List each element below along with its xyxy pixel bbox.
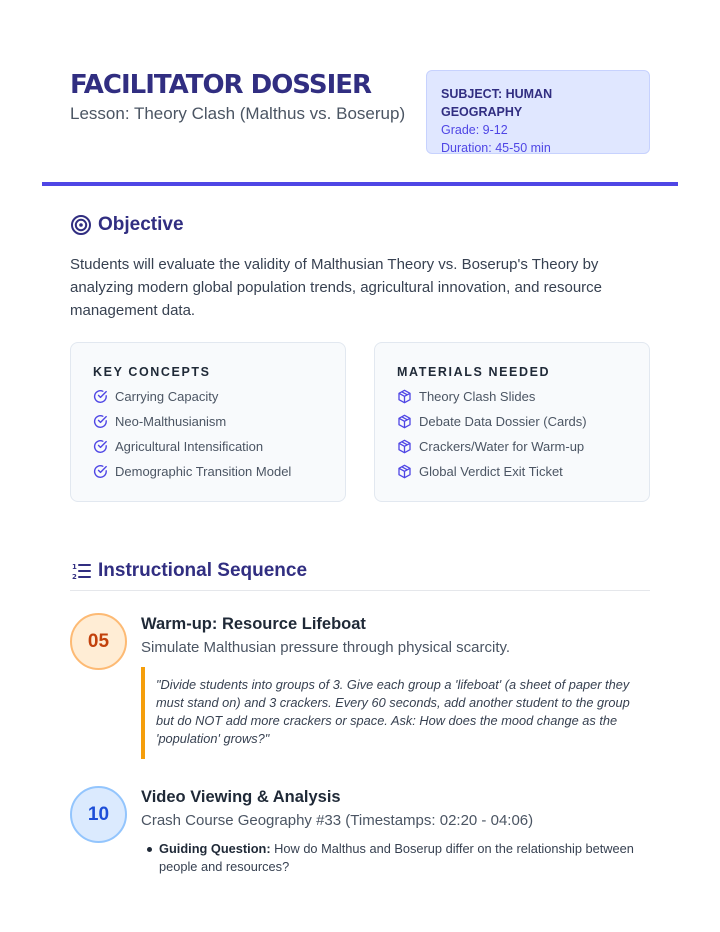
document-title: FACILITATOR DOSSIER: [70, 70, 372, 100]
material-label: Theory Clash Slides: [419, 389, 536, 404]
grade-label: Grade: 9-12: [441, 123, 508, 137]
lesson-title: Lesson: Theory Clash (Malthus vs. Boserup): [70, 104, 406, 123]
list-item: [93, 409, 323, 434]
guiding-question-label: Guiding Question:: [159, 841, 271, 856]
concept-label: Agricultural Intensification: [115, 439, 264, 454]
list-item: [397, 409, 627, 434]
duration-label: Duration: 45-50 min: [441, 141, 551, 155]
svg-text:2: 2: [72, 573, 77, 581]
step-subtitle: Crash Course Geography #33 (Timestamps: 02:20 - 04:06): [141, 812, 534, 829]
check-circle-icon: [93, 464, 108, 479]
step-subtitle: Simulate Malthusian pressure through physical scarcity.: [141, 639, 511, 656]
concept-label: Carrying Capacity: [115, 389, 219, 404]
material-label: Debate Data Dossier (Cards): [419, 414, 587, 429]
facilitator-script-quote: "Divide students into groups of 3. Give each group a 'lifeboat' (a sheet of paper they must stand on) and 3 crackers. Every 60 seconds, add another student to the group but do NOT add more crackers or space. Ask: How does the mood change as the 'population' grows?": [141, 667, 650, 759]
box-icon: [397, 439, 412, 454]
objective-heading-text: Objective: [98, 214, 184, 235]
objective-text: Students will evaluate the validity of Malthusian Theory vs. Boserup's Theory by analyzing modern global population trends, agricultural innovation, and resource management data.: [70, 256, 603, 319]
list-item: [93, 459, 323, 484]
guiding-question-bullet: [159, 840, 654, 876]
check-circle-icon: [93, 414, 108, 429]
key-concepts-title: KEY CONCEPTS: [93, 365, 211, 379]
lesson-info-box: [426, 70, 650, 154]
concept-label: Neo-Malthusianism: [115, 414, 227, 429]
sequence-heading: [70, 560, 307, 582]
box-icon: [397, 464, 412, 479]
materials-card: [374, 342, 650, 502]
target-icon: [70, 214, 92, 236]
list-item: [93, 384, 323, 409]
step-title: Video Viewing & Analysis: [141, 788, 341, 806]
sequence-divider: [70, 590, 650, 591]
box-icon: [397, 389, 412, 404]
list-item: [93, 434, 323, 459]
guiding-question-text: How do Malthus and Boserup differ on the relationship between people and resources?: [159, 841, 634, 874]
dossier-header: [70, 68, 650, 158]
box-icon: [397, 414, 412, 429]
subject-label: SUBJECT: HUMAN GEOGRAPHY: [441, 87, 553, 119]
list-item: [397, 384, 627, 409]
step-title: Warm-up: Resource Lifeboat: [141, 615, 366, 633]
step-duration-badge: 05: [70, 613, 127, 670]
svg-text:1: 1: [72, 563, 77, 571]
objective-heading: [70, 214, 184, 236]
material-label: Crackers/Water for Warm-up: [419, 439, 585, 454]
material-label: Global Verdict Exit Ticket: [419, 464, 563, 479]
sequence-heading-text: Instructional Sequence: [98, 560, 308, 581]
list-item: [397, 434, 627, 459]
list-item: [397, 459, 627, 484]
numbered-list-icon: [70, 560, 92, 582]
header-divider: [42, 182, 678, 186]
step-duration-badge: 10: [70, 786, 127, 843]
check-circle-icon: [93, 439, 108, 454]
concept-label: Demographic Transition Model: [115, 464, 292, 479]
check-circle-icon: [93, 389, 108, 404]
key-concepts-card: [70, 342, 346, 502]
materials-title: MATERIALS NEEDED: [397, 365, 551, 379]
